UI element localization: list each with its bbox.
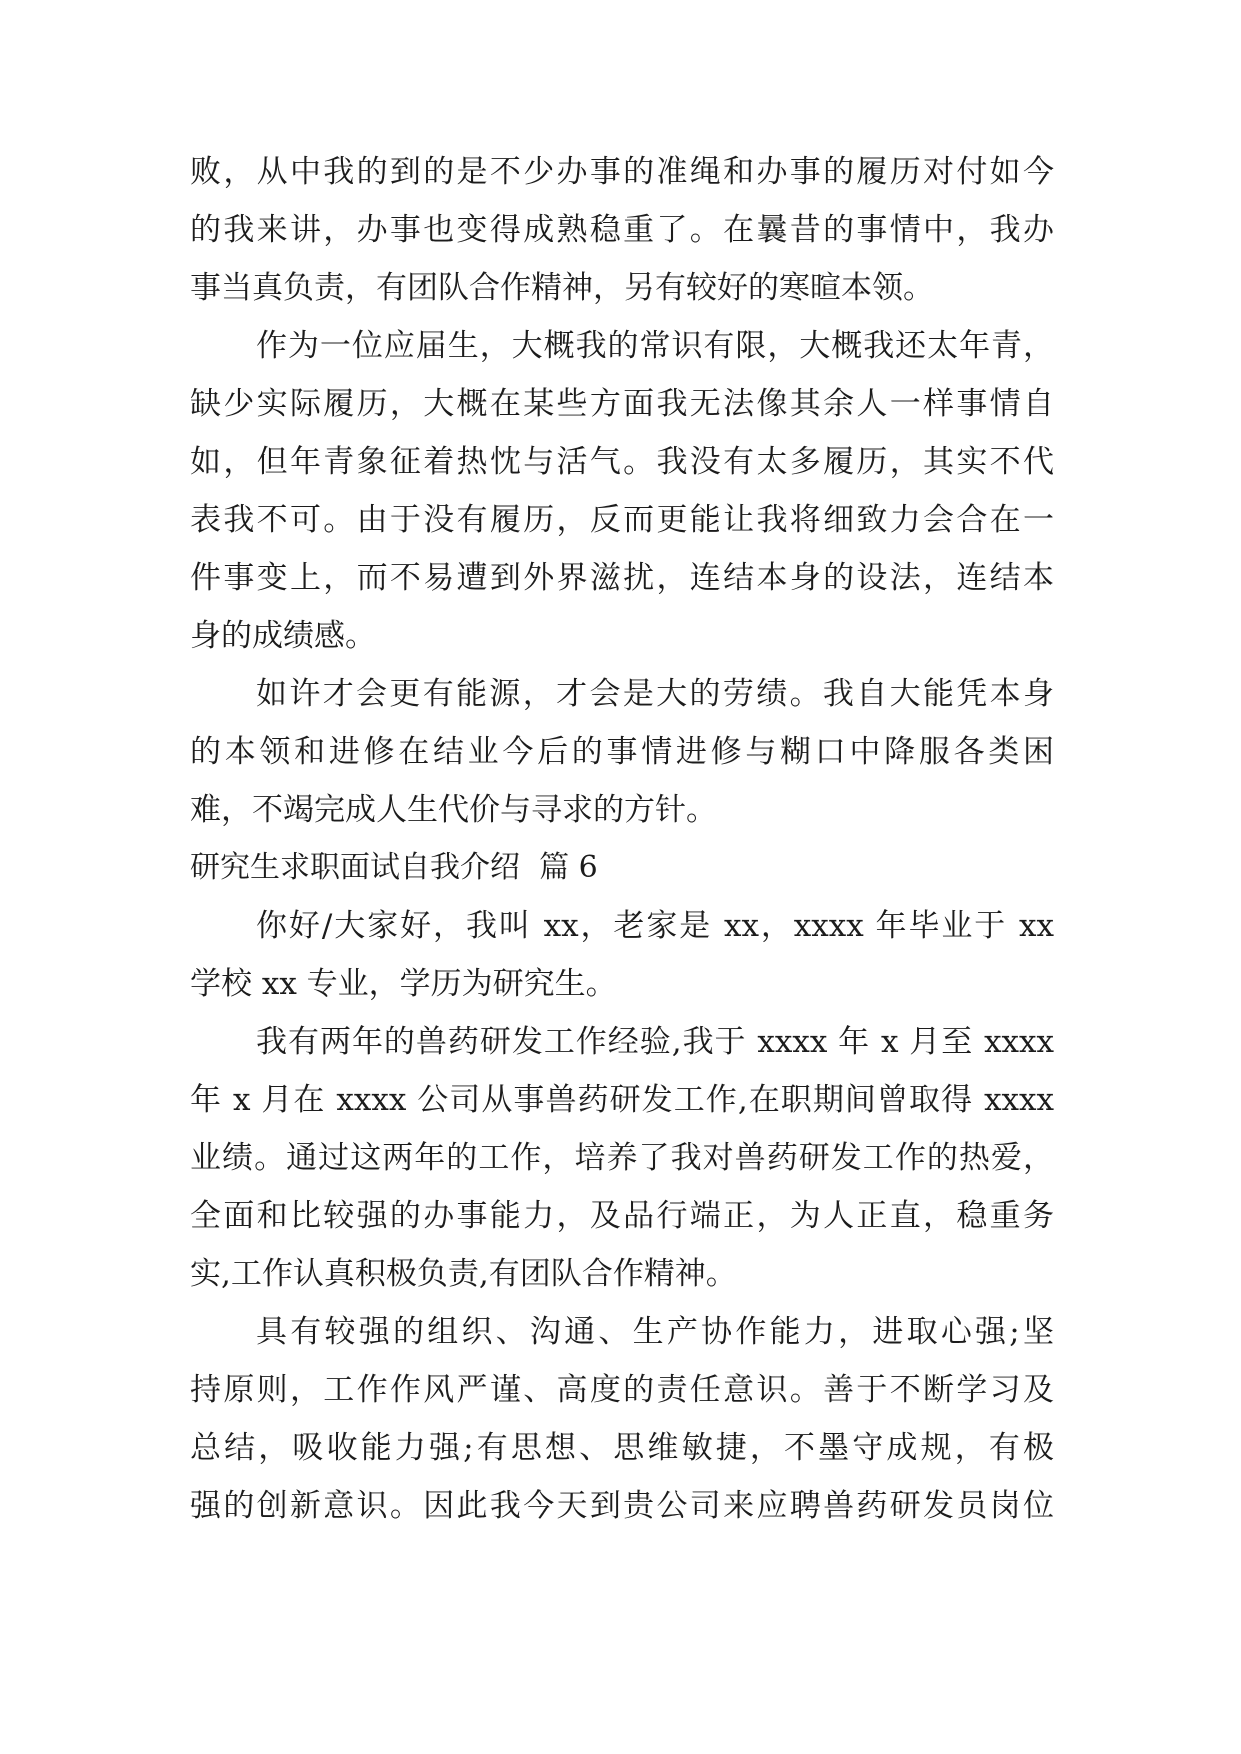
text-line: 败，从中我的到的是不少办事的准绳和办事的履历对付如今 — [190, 154, 1054, 190]
text-line: 全面和比较强的办事能力，及品行端正，为人正直，稳重务 — [190, 1198, 1054, 1234]
text-line: 年 x 月在 xxxx 公司从事兽药研发工作,在职期间曾取得 xxxx — [190, 1082, 1054, 1118]
text-line: 业绩。通过这两年的工作，培养了我对兽药研发工作的热爱， — [190, 1140, 1054, 1176]
text-line: 表我不可。由于没有履历，反而更能让我将细致力会合在一 — [190, 502, 1054, 538]
text-line: 件事变上，而不易遭到外界滋扰，连结本身的设法，连结本 — [190, 560, 1054, 596]
text-line: 身的成绩感。 — [190, 618, 376, 654]
section-heading: 研究生求职面试自我介绍 篇 6 — [190, 850, 598, 885]
text-line: 强的创新意识。因此我今天到贵公司来应聘兽药研发员岗位 — [190, 1488, 1054, 1524]
text-line: 如，但年青象征着热忱与活气。我没有太多履历，其实不代 — [190, 444, 1054, 480]
text-line: 我有两年的兽药研发工作经验,我于 xxxx 年 x 月至 xxxx — [256, 1024, 1054, 1060]
text-line: 总结，吸收能力强;有思想、思维敏捷，不墨守成规，有极 — [190, 1430, 1054, 1466]
text-line: 的本领和进修在结业今后的事情进修与糊口中降服各类困 — [190, 734, 1054, 770]
text-line: 缺少实际履历，大概在某些方面我无法像其余人一样事情自 — [190, 386, 1054, 422]
text-line: 事当真负责，有团队合作精神，另有较好的寒暄本领。 — [190, 270, 934, 306]
text-line: 持原则，工作作风严谨、高度的责任意识。善于不断学习及 — [190, 1372, 1054, 1408]
text-line: 作为一位应届生，大概我的常识有限，大概我还太年青， — [256, 328, 1054, 364]
text-line: 的我来讲，办事也变得成熟稳重了。在曩昔的事情中，我办 — [190, 212, 1054, 248]
text-line: 具有较强的组织、沟通、生产协作能力，进取心强;坚 — [256, 1314, 1054, 1350]
text-line: 实,工作认真积极负责,有团队合作精神。 — [190, 1256, 737, 1292]
text-line: 你好/大家好，我叫 xx，老家是 xx，xxxx 年毕业于 xx — [256, 908, 1054, 944]
text-line: 如许才会更有能源，才会是大的劳绩。我自大能凭本身 — [256, 676, 1054, 712]
text-line: 学校 xx 专业，学历为研究生。 — [190, 966, 617, 1002]
text-line: 难，不竭完成人生代价与寻求的方针。 — [190, 792, 717, 828]
